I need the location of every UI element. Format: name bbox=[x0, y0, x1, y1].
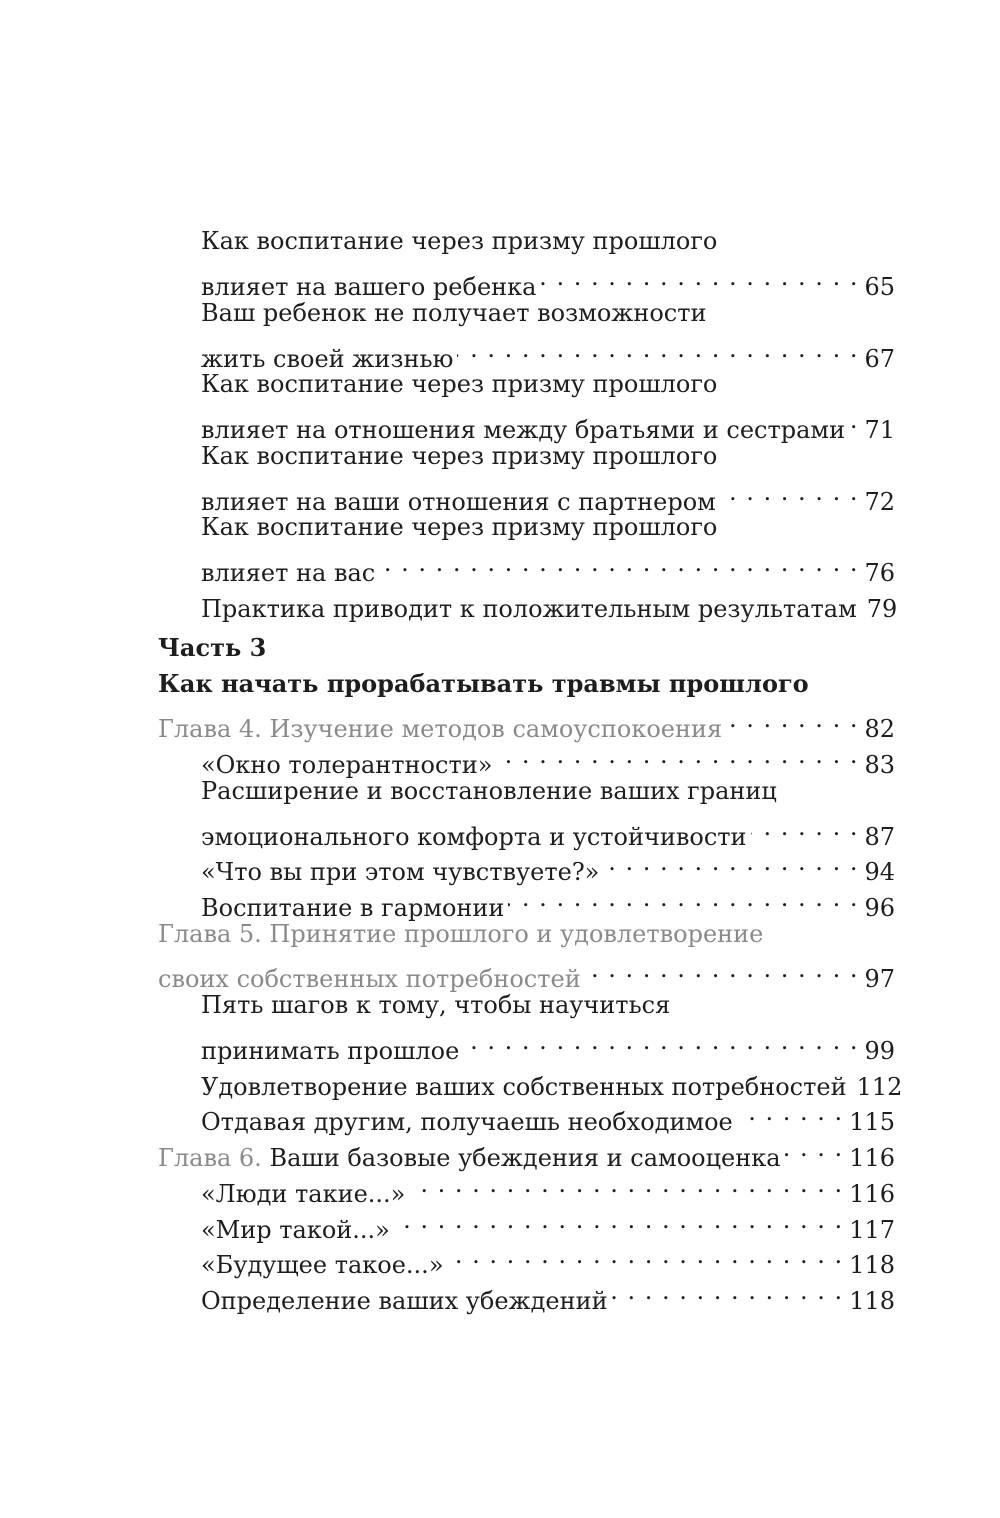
toc-entry-text: влияет на отношения между братьями и сестрами bbox=[201, 416, 846, 444]
dot-leader bbox=[508, 880, 858, 916]
toc-entry-text: Практика приводит к положительным результатам bbox=[201, 595, 857, 623]
dot-leader bbox=[585, 951, 859, 987]
toc-entry-text: Удовлетворение ваших собственных потребностей bbox=[201, 1073, 847, 1101]
toc-entry-text: Воспитание в гармонии bbox=[201, 894, 505, 922]
toc-entry-text: влияет на вашего ребенка bbox=[201, 273, 537, 301]
page-number: 83 bbox=[864, 751, 895, 779]
toc-entry-text: «Окно толерантности» bbox=[201, 751, 493, 779]
toc-entry bbox=[201, 259, 895, 301]
page-number: 65 bbox=[864, 273, 895, 301]
toc-entry-text: жить своей жизнью bbox=[201, 345, 454, 373]
page-number: 96 bbox=[864, 894, 895, 922]
toc-entry-text: принимать прошлое bbox=[201, 1037, 460, 1065]
toc-entry-text: Ваш ребенок не получает возможности bbox=[201, 299, 707, 327]
toc-entry bbox=[201, 1237, 895, 1279]
toc-entry-text: Расширение и восстановление ваших границ bbox=[201, 777, 777, 805]
toc-entry bbox=[201, 1202, 895, 1244]
toc-entry-text: Как воспитание через призму прошлого bbox=[201, 370, 718, 398]
toc-entry bbox=[201, 809, 895, 851]
dot-leader bbox=[726, 701, 858, 737]
chapter-prefix: Глава 6. bbox=[158, 1144, 262, 1172]
toc-entry-text: влияет на вас bbox=[201, 559, 376, 587]
dot-leader bbox=[785, 1130, 844, 1166]
page-number: 116 bbox=[849, 1180, 895, 1208]
toc-entry-line bbox=[201, 987, 670, 1023]
toc-entry-line bbox=[201, 223, 717, 259]
page-number: 97 bbox=[864, 965, 895, 993]
part-label-text: Часть 3 bbox=[158, 633, 267, 662]
toc-entry-line bbox=[201, 773, 777, 809]
dot-leader bbox=[463, 1023, 858, 1059]
dot-leader bbox=[751, 809, 859, 845]
dot-leader bbox=[394, 1202, 843, 1238]
toc-entry-text: Как воспитание через призму прошлого bbox=[201, 227, 718, 255]
toc-entry-text: Как воспитание через призму прошлого bbox=[201, 513, 718, 541]
toc-entry-line bbox=[201, 366, 717, 402]
chapter-title: своих собственных потребностей bbox=[158, 965, 581, 993]
chapter-name: Ваши базовые убеждения и самооценка bbox=[269, 1144, 781, 1172]
page-number: 87 bbox=[864, 823, 895, 851]
dot-leader bbox=[737, 1094, 843, 1130]
page-number: 115 bbox=[849, 1108, 895, 1136]
toc-entry bbox=[201, 1059, 903, 1101]
toc-entry-line bbox=[201, 509, 717, 545]
toc-entry bbox=[201, 1273, 895, 1315]
toc-entry bbox=[201, 402, 895, 444]
dot-leader bbox=[448, 1237, 844, 1273]
toc-entry-text: Пять шагов к тому, чтобы научиться bbox=[201, 991, 671, 1019]
toc-entry bbox=[201, 331, 895, 373]
chapter-entry bbox=[158, 951, 895, 993]
toc-entry bbox=[201, 545, 895, 587]
page-number: 118 bbox=[849, 1251, 895, 1279]
toc-entry-text: эмоционального комфорта и устойчивости bbox=[201, 823, 747, 851]
chapter-title: Глава 5. Принятие прошлого и удовлетворение bbox=[158, 920, 764, 948]
page-number: 71 bbox=[864, 416, 895, 444]
page-number: 118 bbox=[849, 1287, 895, 1315]
toc-entry-text: Определение ваших убеждений bbox=[201, 1287, 608, 1315]
dot-leader bbox=[540, 259, 858, 295]
page-number: 112 bbox=[856, 1073, 903, 1101]
dot-leader bbox=[457, 331, 858, 367]
page-number: 99 bbox=[864, 1037, 895, 1065]
toc-entry-line bbox=[201, 438, 717, 474]
chapter-entry-line bbox=[158, 916, 763, 952]
page-number: 72 bbox=[864, 488, 895, 516]
toc-entry-text: Отдавая другим, получаешь необходимое bbox=[201, 1108, 733, 1136]
toc-entry bbox=[201, 1166, 895, 1208]
dot-leader bbox=[849, 402, 858, 438]
toc-entry-text: «Будущее такое...» bbox=[201, 1251, 444, 1279]
toc-entry-text: Как воспитание через призму прошлого bbox=[201, 442, 718, 470]
toc-entry bbox=[201, 581, 898, 623]
dot-leader bbox=[496, 737, 858, 773]
chapter-name: Изучение методов самоуспокоения bbox=[269, 715, 723, 743]
page-number: 79 bbox=[866, 595, 898, 623]
page-number: 116 bbox=[849, 1144, 895, 1172]
toc-entry bbox=[201, 737, 895, 779]
page-number: 94 bbox=[864, 858, 895, 886]
page-number: 117 bbox=[849, 1216, 895, 1244]
toc-entry-text: «Мир такой...» bbox=[201, 1216, 390, 1244]
toc-entry-text: влияет на ваши отношения с партнером bbox=[201, 488, 716, 516]
toc-entry-text: «Люди такие...» bbox=[201, 1180, 406, 1208]
chapter-prefix: Глава 4. bbox=[158, 715, 262, 743]
page-number: 82 bbox=[864, 715, 895, 743]
page-number: 67 bbox=[864, 345, 895, 373]
dot-leader bbox=[720, 474, 859, 510]
toc-entry bbox=[201, 844, 895, 886]
toc-entry bbox=[201, 1023, 895, 1065]
dot-leader bbox=[603, 844, 858, 880]
dot-leader bbox=[379, 545, 858, 581]
toc-entry bbox=[201, 1094, 895, 1136]
toc-entry-text: «Что вы при этом чувствуете?» bbox=[201, 858, 600, 886]
toc-entry-line bbox=[201, 295, 707, 331]
dot-leader bbox=[612, 1273, 844, 1309]
part-title bbox=[158, 666, 809, 702]
toc-entry bbox=[201, 880, 895, 922]
part-label bbox=[158, 630, 266, 666]
chapter-entry bbox=[158, 701, 895, 743]
toc-entry bbox=[201, 474, 895, 516]
dot-leader bbox=[409, 1166, 843, 1202]
chapter-entry bbox=[158, 1130, 895, 1172]
part-title-text: Как начать прорабатывать травмы прошлого bbox=[158, 669, 809, 698]
page-number: 76 bbox=[864, 559, 895, 587]
